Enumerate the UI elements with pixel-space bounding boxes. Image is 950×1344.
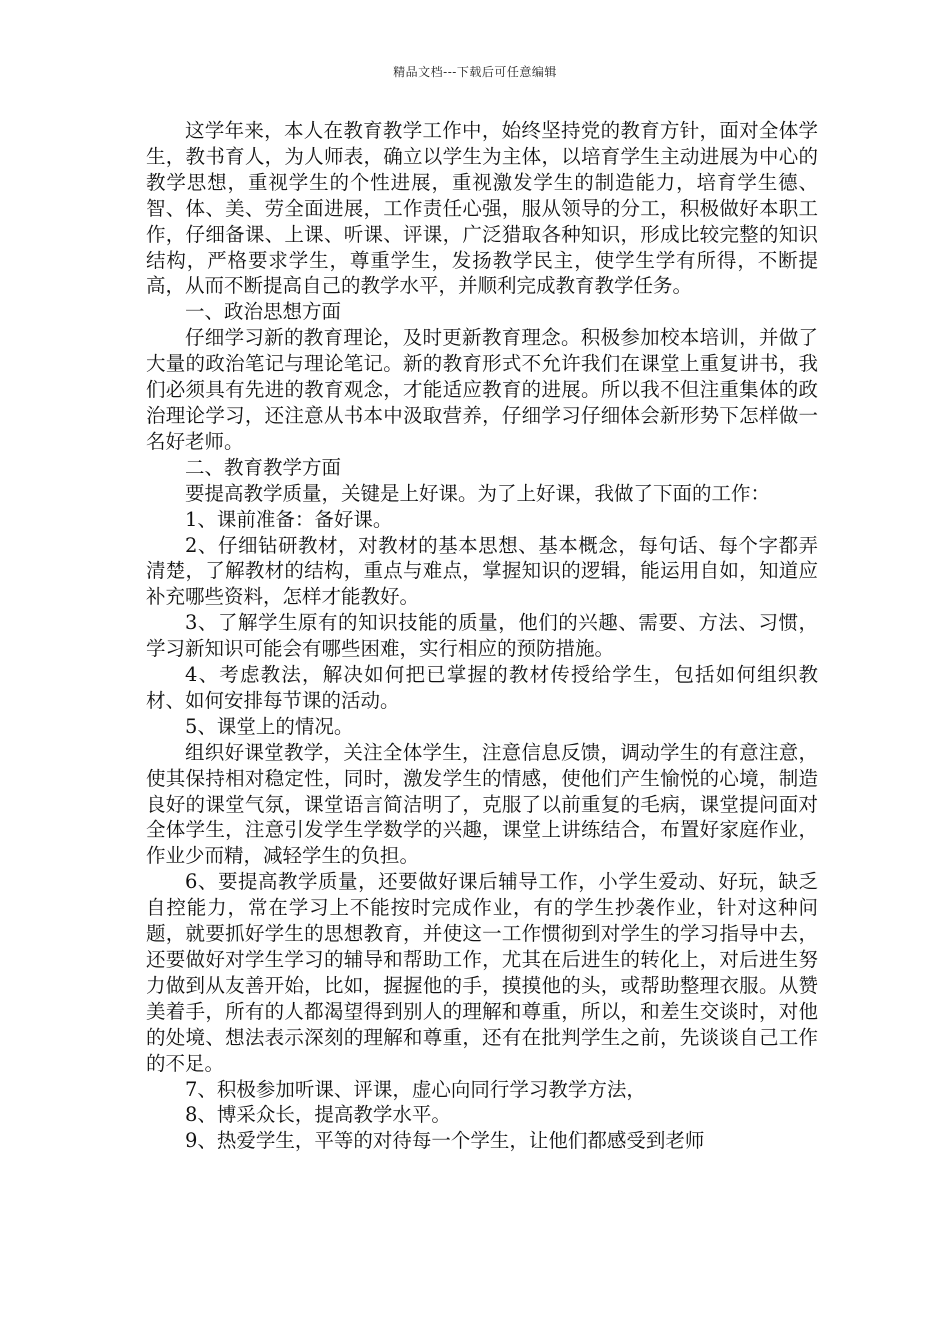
- list-item-8: 8、博采众长，提高教学水平。: [185, 1103, 451, 1127]
- section-heading-political: 一、政治思想方面: [185, 300, 342, 324]
- document-body: [146, 118, 818, 1154]
- list-item-2: 2、仔细钻研教材，对教材的基本思想、基本概念，每句话、每个字都弄清楚，了解教材的结构，重点与难点，掌握知识的逻辑，能运用自如，知道应补充哪些资料，怎样才能教好。: [146, 533, 818, 609]
- section-heading-teaching: 二、教育教学方面: [185, 455, 342, 479]
- list-item-9: 9、热爱学生，平等的对待每一个学生，让他们都感受到老师: [185, 1129, 705, 1153]
- list-item-4: 4、考虑教法，解决如何把已掌握的教材传授给学生，包括如何组织教材、如何安排每节课的活动。: [146, 663, 818, 712]
- paragraph-intro: 这学年来，本人在教育教学工作中，始终坚持党的教育方针，面对全体学生，教书育人，为人师表，确立以学生为主体，以培育学生主动进展为中心的教学思想，重视学生的个性进展，重视激发学生的制造能力，培育学生德、智、体、美、劳全面进展，工作责任心强，服从领导的分工，积极做好本职工作，仔细备课、上课、听课、评课，广泛猎取各种知识，形成比较完整的知识结构，严格要求学生，尊重学生，发扬教学民主，使学生学有所得，不断提高，从而不断提高自己的教学水平，并顺利完成教育教学任务。: [146, 119, 818, 298]
- list-item-6: 6、要提高教学质量，还要做好课后辅导工作，小学生爱动、好玩，缺乏自控能力，常在学习上不能按时完成作业，有的学生抄袭作业，针对这种问题，就要抓好学生的思想教育，并使这一工作惯彻到对学生的学习指导中去，还要做好对学生学习的辅导和帮助工作，尤其在后进生的转化上，对后进生努力做到从友善开始，比如，握握他的手，摸摸他的头，或帮助整理衣服。从赞美着手，所有的人都渴望得到别人的理解和尊重，所以，和差生交谈时，对他的处境、想法表示深刻的理解和尊重，还有在批判学生之前，先谈谈自己工作的不足。: [146, 870, 818, 1075]
- paragraph-classroom: 组织好课堂教学，关注全体学生，注意信息反馈，调动学生的有意注意，使其保持相对稳定性，同时，激发学生的情感，使他们产生愉悦的心境，制造良好的课堂气氛，课堂语言简洁明了，克服了以前重复的毛病，课堂提问面对全体学生，注意引发学生学数学的兴趣，课堂上讲练结合，布置好家庭作业，作业少而精，减轻学生的负担。: [146, 740, 818, 868]
- list-item-1: 1、课前准备：备好课。: [185, 507, 393, 531]
- list-item-5: 5、课堂上的情况。: [185, 714, 354, 738]
- paragraph-political: 仔细学习新的教育理论，及时更新教育理念。积极参加校本培训，并做了大量的政治笔记与理论笔记。新的教育形式不允许我们在课堂上重复讲书，我们必须具有先进的教育观念，才能适应教育的进展。所以我不但注重集体的政治理论学习，还注意从书本中汲取营养，仔细学习仔细体会新形势下怎样做一名好老师。: [146, 326, 818, 453]
- list-item-7: 7、积极参加听课、评课，虚心向同行学习教学方法，: [185, 1077, 646, 1101]
- paragraph-teaching-intro: 要提高教学质量，关键是上好课。为了上好课，我做了下面的工作：: [185, 481, 771, 505]
- list-item-3: 3、了解学生原有的知识技能的质量，他们的兴趣、需要、方法、习惯，学习新知识可能会有哪些困难，实行相应的预防措施。: [146, 611, 818, 661]
- page-header: 精品文档---下载后可任意编辑: [393, 65, 557, 79]
